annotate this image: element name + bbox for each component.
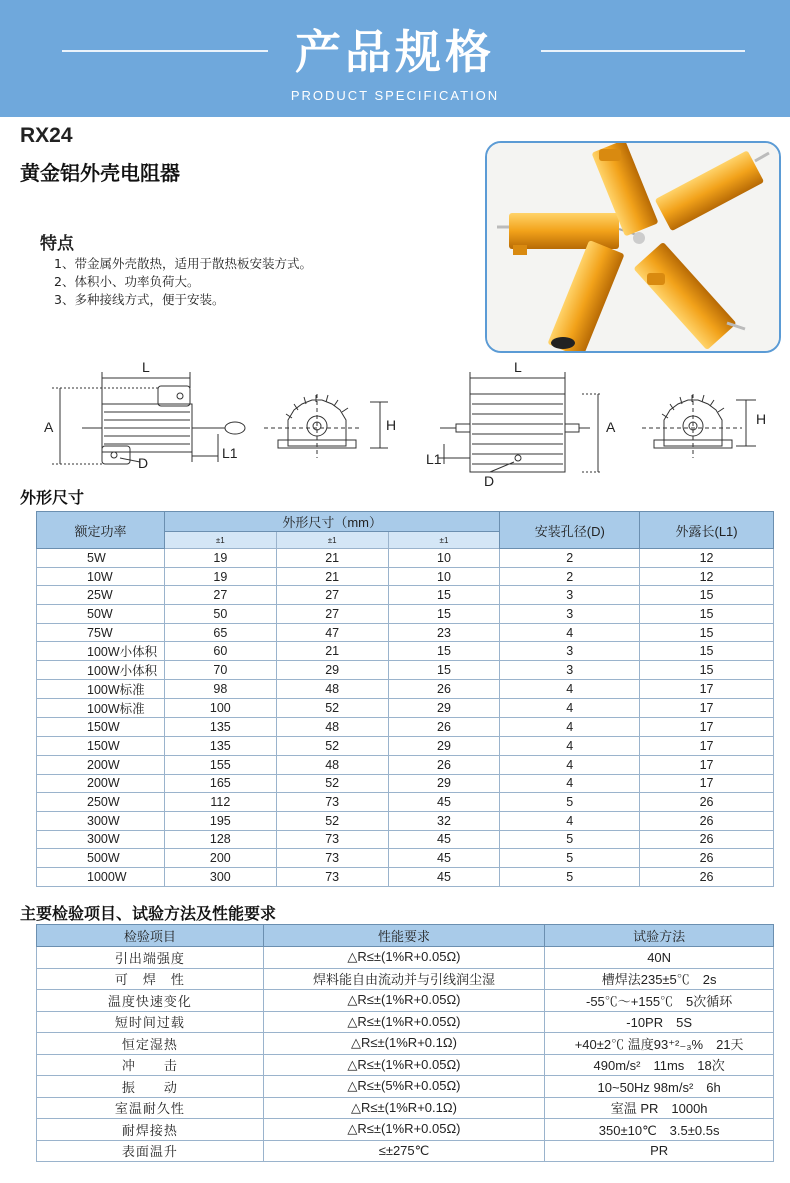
table-cell: 155 [164,755,276,774]
tests-table [36,924,774,1162]
table-row [37,968,774,990]
table-cell: 48 [276,680,388,699]
table-cell: 17 [640,774,774,793]
table-cell: 5 [500,867,640,886]
table-cell: 1000W [37,867,165,886]
table-row [37,1097,774,1119]
table-row [37,867,774,886]
table-cell: 15 [388,586,500,605]
table-cell: 45 [388,793,500,812]
table-row [37,680,774,699]
table-cell: 19 [164,567,276,586]
label-H-1: H [386,417,397,433]
table-cell: 槽焊法235±5℃ 2s [545,968,774,990]
table-cell: PR [545,1140,774,1162]
table-cell: 引出端强度 [37,947,264,969]
table-cell: 195 [164,811,276,830]
table-cell: 12 [640,567,774,586]
table-row [37,990,774,1012]
feature-item: 2、体积小、功率负荷大。 [54,274,200,289]
table-cell: 45 [388,849,500,868]
features-heading: 特点 [40,234,74,254]
table-cell: 73 [276,793,388,812]
table-cell: 4 [500,774,640,793]
table-cell: -10PR 5S [545,1011,774,1033]
table-cell: 冲 击 [37,1054,264,1076]
table-row [37,661,774,680]
table-cell: 15 [640,586,774,605]
tests-heading: 主要检验项目、试验方法及性能要求 [20,904,277,923]
table-cell: 135 [164,737,276,756]
table-cell: 27 [276,605,388,624]
col-size: 外形尺寸（mm） [164,512,499,532]
dimensions-table-body [37,549,774,887]
table-row [37,718,774,737]
table-cell: 10W [37,567,165,586]
table-cell: 焊料能自由流动并与引线润尘湿 [263,968,545,990]
table-row [37,755,774,774]
table-cell: 26 [388,680,500,699]
table-cell: 300W [37,830,165,849]
table-cell: 15 [640,661,774,680]
table-cell: 可 焊 性 [37,968,264,990]
resistor-illustration [487,143,781,353]
col-requirement: 性能要求 [263,925,545,947]
feature-item: 3、多种接线方式，便于安装。 [54,292,225,307]
table-cell: 26 [388,718,500,737]
table-row [37,849,774,868]
product-photo [485,141,781,353]
table-cell: 100W标准 [37,699,165,718]
table-cell: 室温耐久性 [37,1097,264,1119]
table-cell: 21 [276,642,388,661]
table-cell: 150W [37,737,165,756]
table-row [37,811,774,830]
table-cell: 100W小体积 [37,642,165,661]
table-cell: 200 [164,849,276,868]
table-cell: 98 [164,680,276,699]
table-cell: △R≤±(1%R+0.1Ω) [263,1033,545,1055]
table-cell: △R≤±(1%R+0.1Ω) [263,1097,545,1119]
table-cell: 50W [37,605,165,624]
dimension-drawings [30,358,780,493]
table-cell: 165 [164,774,276,793]
table-cell: 47 [276,623,388,642]
table-cell: 250W [37,793,165,812]
table-cell: △R≤±(1%R+0.05Ω) [263,990,545,1012]
table-cell: 5W [37,549,165,568]
table-cell: 短时间过载 [37,1011,264,1033]
table-cell: 100 [164,699,276,718]
drawing-end-view-1 [264,394,388,458]
label-L-1: L [142,359,150,375]
table-row [37,586,774,605]
feature-item: 1、带金属外壳散热，适用于散热板安装方式。 [54,256,312,271]
table-cell: 17 [640,737,774,756]
table-cell: 5 [500,849,640,868]
table-row [37,605,774,624]
page-subtitle: PRODUCT SPECIFICATION [290,88,500,103]
dimensions-table [36,511,774,887]
table-cell: △R≤±(1%R+0.05Ω) [263,1119,545,1141]
table-cell: 150W [37,718,165,737]
table-cell: 29 [388,699,500,718]
label-L1-1: L1 [222,445,238,461]
table-cell: 52 [276,699,388,718]
table-cell: 10 [388,567,500,586]
table-cell: 10~50Hz 98m/s² 6h [545,1076,774,1098]
table-row [37,567,774,586]
table-cell: 100W标准 [37,680,165,699]
table-cell: 27 [276,586,388,605]
table-row [37,1140,774,1162]
table-cell: 45 [388,867,500,886]
table-cell: 29 [276,661,388,680]
table-cell: 26 [640,811,774,830]
table-cell: 70 [164,661,276,680]
table-cell: 26 [640,849,774,868]
table-cell: 4 [500,623,640,642]
label-L-2: L [514,359,522,375]
table-cell: 10 [388,549,500,568]
table-cell: 19 [164,549,276,568]
table-cell: △R≤±(1%R+0.05Ω) [263,1054,545,1076]
table-cell: 17 [640,680,774,699]
product-model: RX24 [20,124,73,147]
label-A-1: A [44,419,54,435]
features-list [54,255,312,309]
table-cell: 27 [164,586,276,605]
table-cell: 300 [164,867,276,886]
table-cell: △R≤±(1%R+0.05Ω) [263,1011,545,1033]
table-cell: 100W小体积 [37,661,165,680]
tests-table-body [37,947,774,1162]
col-power: 额定功率 [37,512,165,549]
table-cell: 15 [388,642,500,661]
table-cell: 60 [164,642,276,661]
table-cell: 2 [500,567,640,586]
table-cell: 15 [388,605,500,624]
table-cell: 128 [164,830,276,849]
table-cell: 48 [276,755,388,774]
table-cell: 73 [276,830,388,849]
table-cell: 52 [276,737,388,756]
table-cell: 4 [500,699,640,718]
label-D-1: D [138,455,149,471]
table-cell: 15 [388,661,500,680]
table-cell: 12 [640,549,774,568]
table-cell: 17 [640,755,774,774]
tolerance-cell: ±1 [164,532,276,549]
table-cell: 15 [640,605,774,624]
table-cell: 21 [276,549,388,568]
table-row [37,830,774,849]
table-row [37,1033,774,1055]
table-cell: 5 [500,793,640,812]
table-cell: △R≤±(1%R+0.05Ω) [263,947,545,969]
table-cell: 300W [37,811,165,830]
col-hole: 安装孔径(D) [500,512,640,549]
table-cell: 温度快速变化 [37,990,264,1012]
col-test-item: 检验项目 [37,925,264,947]
table-cell: 200W [37,755,165,774]
table-cell: 500W [37,849,165,868]
tolerance-cell: ±1 [276,532,388,549]
table-cell: △R≤±(5%R+0.05Ω) [263,1076,545,1098]
table-cell: 恒定湿热 [37,1033,264,1055]
table-cell: 50 [164,605,276,624]
table-cell: ≤±275℃ [263,1140,545,1162]
table-cell: 3 [500,586,640,605]
table-row [37,623,774,642]
table-cell: 29 [388,737,500,756]
table-cell: 17 [640,699,774,718]
table-cell: 200W [37,774,165,793]
table-cell: 26 [388,755,500,774]
dimensions-heading: 外形尺寸 [20,488,85,507]
table-cell: -55℃～+155℃ 5次循环 [545,990,774,1012]
table-cell: 73 [276,867,388,886]
table-cell: 室温 PR 1000h [545,1097,774,1119]
table-cell: 4 [500,718,640,737]
col-method: 试验方法 [545,925,774,947]
table-cell: 表面温升 [37,1140,264,1162]
table-row [37,699,774,718]
table-row [37,947,774,969]
table-cell: 3 [500,661,640,680]
tolerance-cell: ±1 [388,532,500,549]
table-row [37,774,774,793]
table-cell: 490m/s² 11ms 18次 [545,1054,774,1076]
product-name: 黄金铝外壳电阻器 [20,161,180,185]
header-banner [0,0,790,117]
table-cell: 65 [164,623,276,642]
table-cell: 45 [388,830,500,849]
table-cell: 3 [500,605,640,624]
table-cell: 4 [500,737,640,756]
label-H-2: H [756,411,767,427]
table-cell: 52 [276,811,388,830]
table-cell: 3 [500,642,640,661]
drawing-side-view-1 [52,372,245,464]
table-cell: 25W [37,586,165,605]
table-cell: 26 [640,830,774,849]
table-row [37,793,774,812]
label-A-2: A [606,419,616,435]
resistor-left [497,213,637,255]
page-title: 产品规格 [295,25,495,79]
table-cell: 15 [640,623,774,642]
table-row [37,1119,774,1141]
table-cell: +40±2℃ 温度93⁺²₋₃% 21天 [545,1033,774,1055]
table-cell: 21 [276,567,388,586]
label-L1-2: L1 [426,451,442,467]
table-cell: 5 [500,830,640,849]
table-cell: 2 [500,549,640,568]
table-row [37,1054,774,1076]
table-row [37,737,774,756]
table-cell: 32 [388,811,500,830]
table-cell: 4 [500,755,640,774]
table-cell: 350±10℃ 3.5±0.5s [545,1119,774,1141]
table-cell: 振 动 [37,1076,264,1098]
table-row [37,642,774,661]
table-cell: 73 [276,849,388,868]
table-cell: 26 [640,867,774,886]
table-cell: 75W [37,623,165,642]
table-row [37,1076,774,1098]
table-row [37,1011,774,1033]
table-cell: 15 [640,642,774,661]
table-cell: 29 [388,774,500,793]
drawing-end-view-2 [642,394,756,458]
label-D-2: D [484,473,495,489]
table-cell: 112 [164,793,276,812]
table-row [37,549,774,568]
drawing-side-view-2 [438,372,602,472]
table-cell: 耐焊接热 [37,1119,264,1141]
table-cell: 17 [640,718,774,737]
table-cell: 26 [640,793,774,812]
col-lead: 外露长(L1) [640,512,774,549]
table-cell: 52 [276,774,388,793]
table-cell: 23 [388,623,500,642]
table-cell: 40N [545,947,774,969]
table-cell: 4 [500,811,640,830]
table-cell: 135 [164,718,276,737]
table-cell: 4 [500,680,640,699]
table-cell: 48 [276,718,388,737]
